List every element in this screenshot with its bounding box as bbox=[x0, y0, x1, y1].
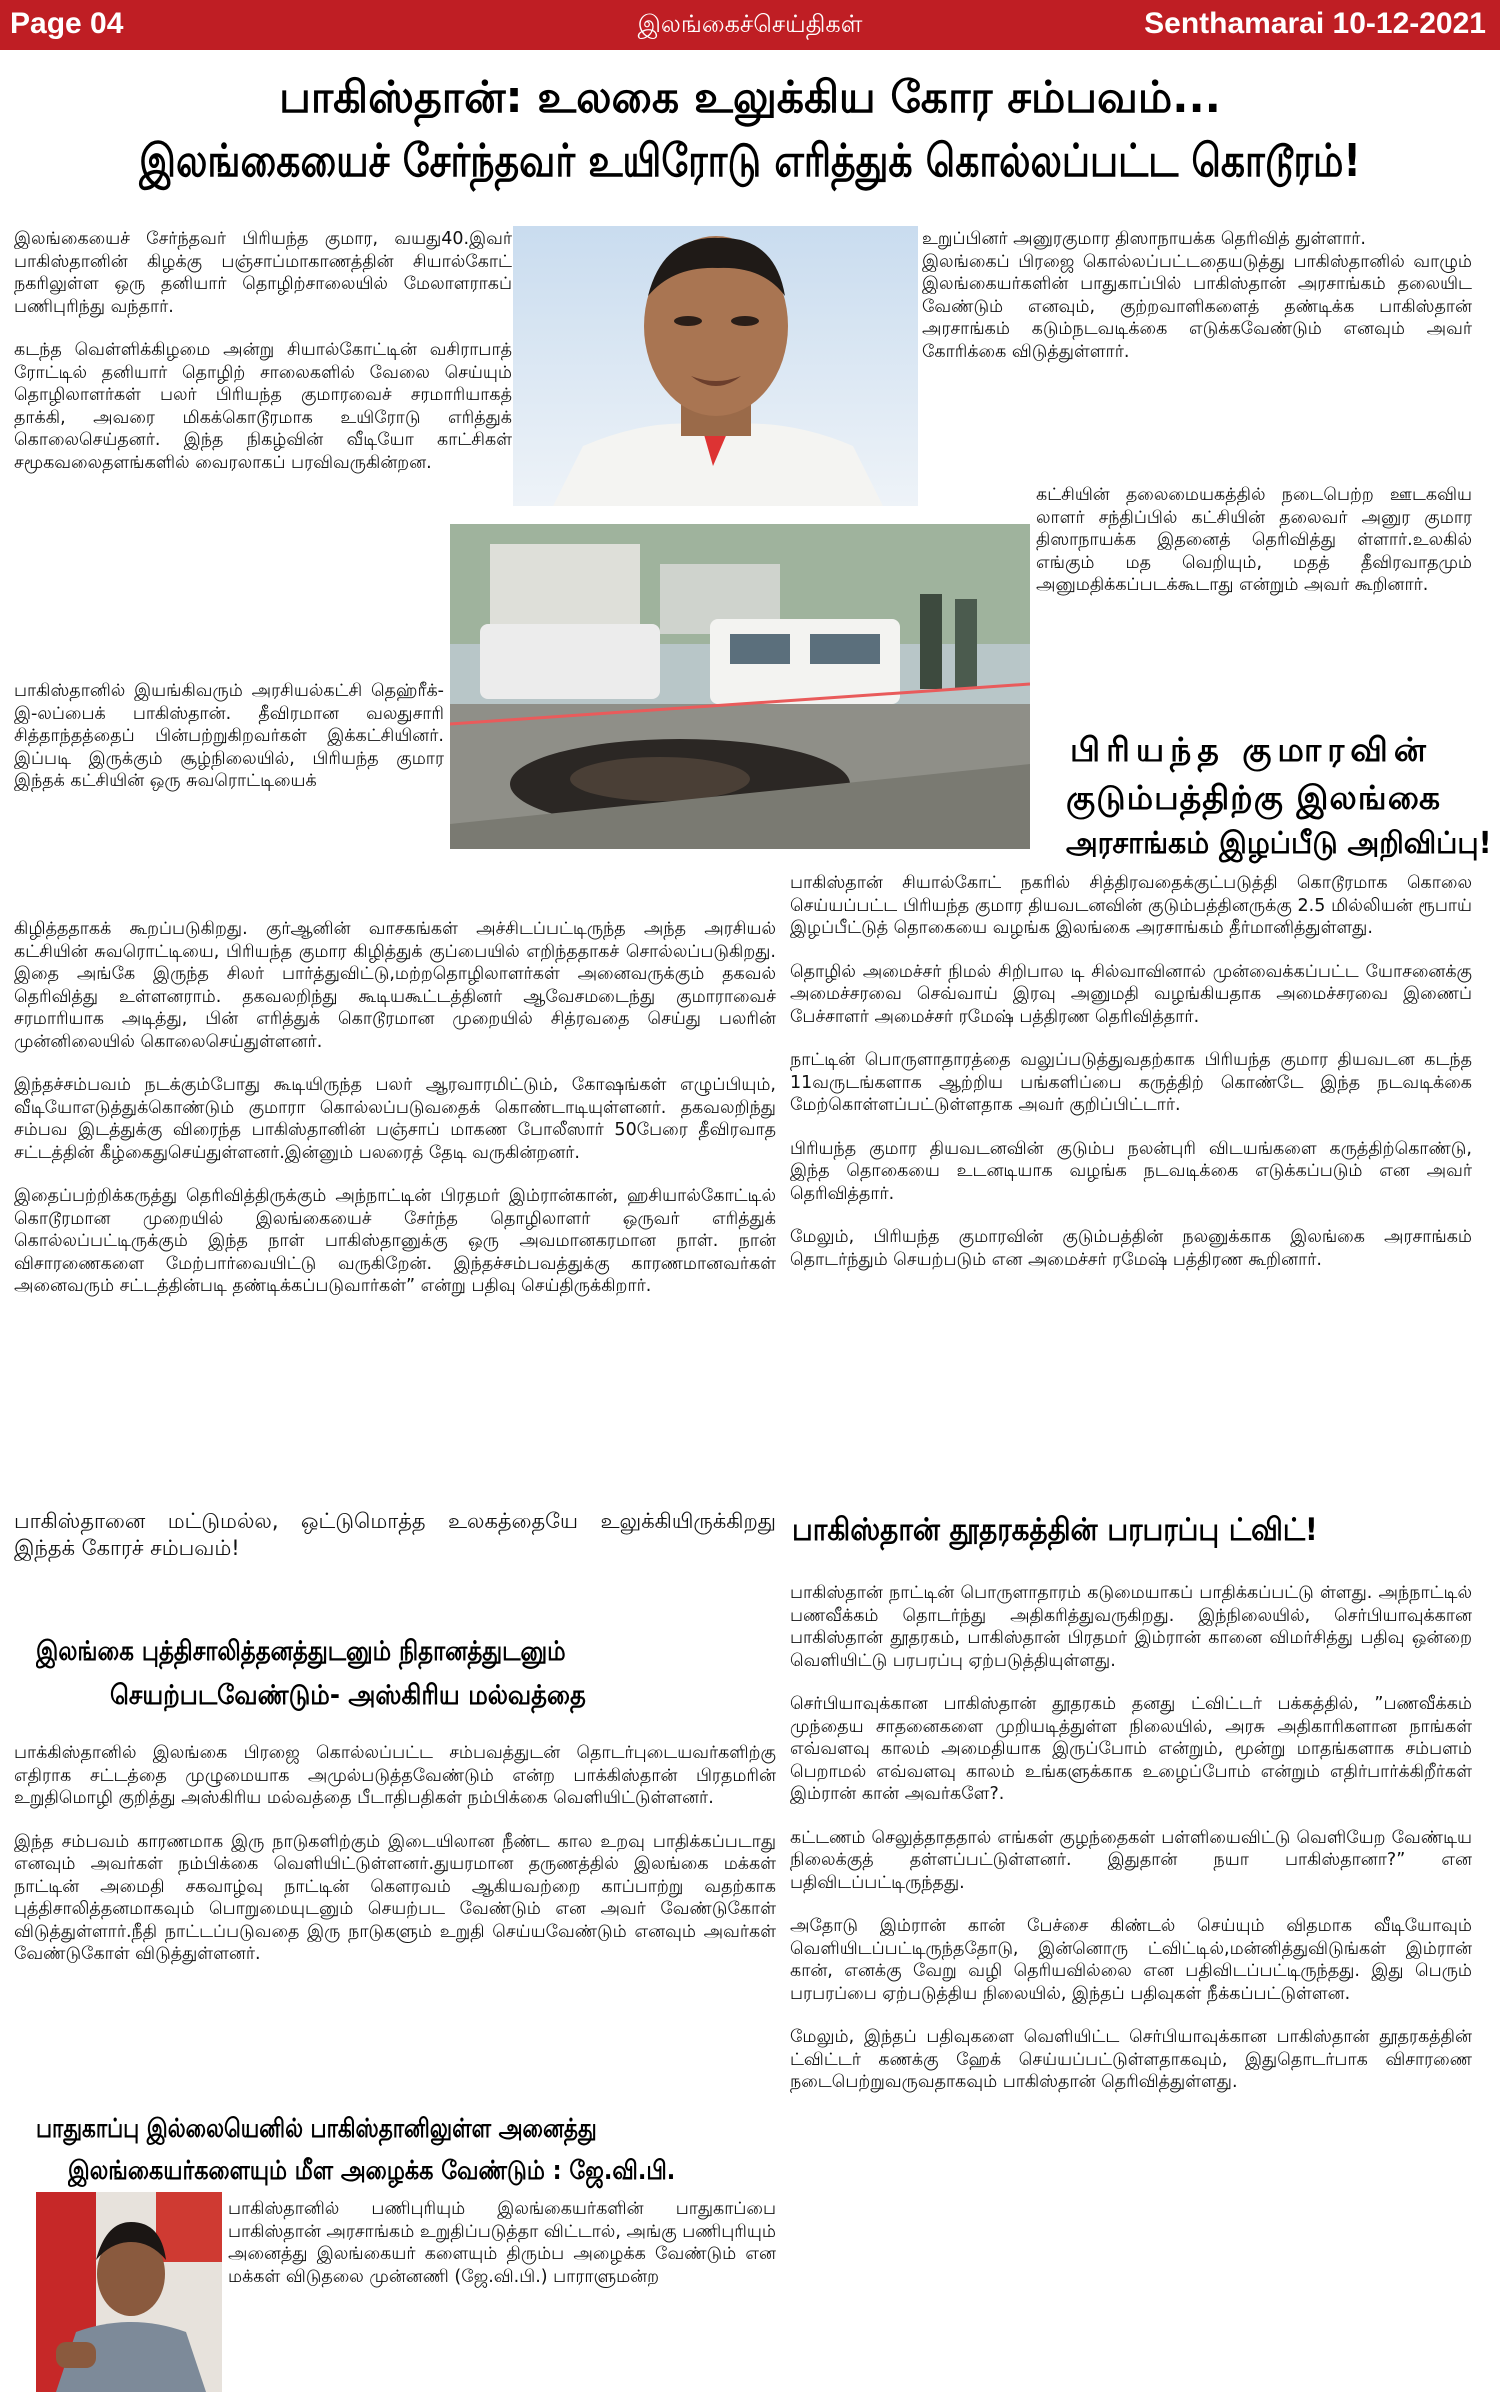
asgiriya-heading-2: செயற்படவேண்டும்- அஸ்கிரிய மல்வத்தை bbox=[110, 1680, 586, 1711]
portrait-photo bbox=[513, 226, 918, 506]
jvp-paragraph: பாகிஸ்தானில் பணிபுரியும் இலங்கையர்களின் பாதுகாப்பை பாகிஸ்தான் அரசாங்கம் உறுதிப்படுத்தா விட்டால், அங்கு பணிபுரியும் அனைத்து இலங்கையர் களையும் திரும்ப அழைக்க வேண்டும் என மக்கள் விடுதலை முன்னணி (ஜே.வி.பி.) பாராளுமன்ற bbox=[228, 2199, 776, 2287]
embassy-heading: பாகிஸ்தான் தூதரகத்தின் பரபரப்பு ட்விட்! bbox=[792, 1512, 1318, 1548]
main-story-closing bbox=[14, 1508, 776, 1562]
main-story-left-bottom bbox=[14, 918, 776, 1298]
compensation-paragraph: மேலும், பிரியந்த குமாரவின் குடும்பத்தின் நலனுக்காக இலங்கை அரசாங்கம் தொடர்ந்தும் செயற்படும் என அமைச்சர் ரமேஷ் பத்திரண கூறினார். bbox=[790, 1227, 1472, 1270]
embassy-body bbox=[790, 1582, 1472, 2094]
compensation-paragraph: பாகிஸ்தான் சியால்கோட் நகரில் சித்திரவதைக்குட்படுத்தி கொடூரமாக கொலை செய்யப்பட்ட பிரியந்த குமார தியவடனவின் குடும்பத்தினருக்கு 2.5 மில்லியன் ரூபாய் இழப்பீட்டுத் தொகையை வழங்க இலங்கை அரசாங்கம் தீர்மானித்துள்ளது. bbox=[790, 873, 1472, 938]
main-story-left-mid bbox=[14, 680, 444, 793]
embassy-paragraph: மேலும், இந்தப் பதிவுகளை வெளியிட்ட செர்பியாவுக்கான பாகிஸ்தான் தூதரகத்தின் ட்விட்டர் கணக்கு ஹேக் செய்யப்பட்டுள்ளதாகவும், இதுதொடர்பாக விசாரணை நடைபெற்றுவருவதாகவும் பாகிஸ்தான் தெரிவித்துள்ளது. bbox=[790, 2027, 1472, 2092]
compensation-paragraph: தொழில் அமைச்சர் நிமல் சிறிபால டி சில்வாவினால் முன்வைக்கப்பட்ட யோசனைக்கு அமைச்சரவை செவ்வாய் இரவு அனுமதி வழங்கியதாக அமைச்சரவை இணைப் பேச்சாளர் அமைச்சர் ரமேஷ் பத்திரண தெரிவித்தார். bbox=[790, 961, 1472, 1027]
page-header-bar bbox=[0, 0, 1500, 50]
asgiriya-paragraph: பாக்கிஸ்தானில் இலங்கை பிரஜை கொல்லப்பட்ட சம்பவத்துடன் தொடர்புடையவர்களிற்கு எதிராக சட்டத்தை முழுமையாக அமுல்படுத்தவேண்டும் என்ற பாக்கிஸ்தான் பிரதமரின் உறுதிமொழி குறித்து அஸ்கிரிய மல்வத்தை பீடாதிபதிகள் நம்பிக்கை வெளியிட்டுள்ளனர். bbox=[14, 1743, 776, 1808]
main-paragraph: பாகிஸ்தானில் இயங்கிவரும் அரசியல்கட்சி தெஹ்ரீக்-இ-லப்பைக் பாகிஸ்தான். தீவிரமான வலதுசாரி சித்தாந்தத்தைப் பின்பற்றுகிறவர்கள் இக்கட்சியினர். இப்படி இருக்கும் சூழ்நிலையில், பிரியந்த குமார இந்தக் கட்சியின் ஒரு சுவரொட்டியைக் bbox=[14, 681, 444, 791]
page-number: Page 04 bbox=[10, 7, 124, 40]
headline-line2: இலங்கையைச் சேர்ந்தவர் உயிரோடு எரித்துக் கொல்லப்பட்ட கொடூரம்! bbox=[139, 134, 1361, 187]
compensation-paragraph: நாட்டின் பொருளாதாரத்தை வலுப்படுத்துவதற்காக பிரியந்த குமார தியவடன கடந்த 11வருடங்களாக ஆற்றிய பங்களிப்பை கருத்திற் கொண்டே இந்த நடவடிக்கை மேற்கொள்ளப்பட்டுள்ளதாக அவர் குறிப்பிட்டார். bbox=[790, 1050, 1472, 1115]
main-paragraph: உறுப்பினர் அனுரகுமார திஸாநாயக்க தெரிவித் துள்ளார். bbox=[922, 229, 1366, 249]
main-paragraph: கிழித்ததாகக் கூறப்படுகிறது. குர்ஆனின் வாசகங்கள் அச்சிடப்பட்டிருந்த அந்த அரசியல் கட்சியின் சுவரொட்டியை, பிரியந்த குமார கிழித்துக் குப்பையில் எறிந்ததாகச் சொல்லப்படுகிறது. இதை அங்கே இருந்த சிலர் பார்த்துவிட்டு,மற்றதொழிலாளர்கள் அனைவருக்கும் தகவல் தெரிவித்து உள்ளனராம். தகவலறிந்து கூடியகூட்டத்தினர் ஆவேசமடைந்து குமாராவைச் சரமாரியாக அடித்து, பின் எரித்துக் கொடூரமான முறையில் சித்ரவதை செய்து பலரின் முன்னிலையில் கொலைசெய்துள்ளனர். bbox=[14, 919, 776, 1052]
headline-line1: பாகிஸ்தான்: உலகை உலுக்கிய கோர சம்பவம்... bbox=[279, 72, 1221, 123]
compensation-heading-3: அரசாங்கம் இழப்பீடு அறிவிப்பு! bbox=[1066, 826, 1492, 861]
compensation-heading-1: பிரியந்த குமாரவின் bbox=[1070, 730, 1432, 769]
main-story-right-top bbox=[922, 228, 1472, 363]
closing-paragraph: பாகிஸ்தானை மட்டுமல்ல, ஒட்டுமொத்த உலகத்தையே உலுக்கியிருக்கிறது இந்தக் கோரச் சம்பவம்! bbox=[14, 1509, 776, 1560]
embassy-paragraph: பாகிஸ்தான் நாட்டின் பொருளாதாரம் கடுமையாகப் பாதிக்கப்பட்டு ள்ளது. அந்நாட்டில் பணவீக்கம் தொடர்ந்து அதிகரித்துவருகிறது. இந்நிலையில், செர்பியாவுக்கான பாகிஸ்தான் தூதரகம், பாகிஸ்தான் பிரதமர் இம்ரான் கானை விமர்சித்து பதிவு ஒன்றை வெளியிட்டு பரபரப்பு ஏற்படுத்தியுள்ளது. bbox=[790, 1583, 1472, 1671]
compensation-heading-2: குடும்பத்திற்கு இலங்கை bbox=[1066, 778, 1442, 817]
asgiriya-heading-1: இலங்கை புத்திசாலித்தனத்துடனும் நிதானத்துடனும் bbox=[36, 1636, 566, 1667]
embassy-paragraph: செர்பியாவுக்கான பாகிஸ்தான் தூதரகம் தனது ட்விட்டர் பக்கத்தில், ”பணவீக்கம் முந்தைய சாதனைகளை முறியடித்துள்ள நிலையில், அரசு அதிகாரிகளான நாங்கள் எவ்வளவு காலம் அமைதியாக இருப்போம் என்றும், மூன்று மாதங்களாக சம்பளம் பெறாமல் எவ்வளவு காலம் உங்களுக்காக உழைப்போம் என்றும் எதிர்பார்க்கிறீர்கள் இம்ரான் கான் அவர்களே?. bbox=[790, 1694, 1472, 1804]
compensation-body bbox=[790, 872, 1472, 1271]
jvp-heading-2: இலங்கையர்களையும் மீள அழைக்க வேண்டும் : ஜே.வி.பி. bbox=[68, 2156, 676, 2186]
paper-name-date: Senthamarai 10-12-2021 bbox=[1144, 7, 1486, 40]
main-paragraph: இலங்கைப் பிரஜை கொல்லப்பட்டதையடுத்து பாகிஸ்தானில் வாழும் இலங்கையர்களின் பாதுகாப்பில் பாகிஸ்தான் அரசாங்கம் தலையிட வேண்டும் எனவும், குற்றவாளிகளைத் தண்டிக்க பாகிஸ்தான் அரசாங்கம் கடும்நடவடிக்கை எடுக்கவேண்டும் எனவும் அவர் கோரிக்கை விடுத்துள்ளார். bbox=[922, 251, 1472, 362]
crime-scene-image bbox=[450, 524, 1030, 849]
main-paragraph: இலங்கையைச் சேர்ந்தவர் பிரியந்த குமார, வயது40.இவர் பாகிஸ்தானின் கிழக்கு பஞ்சாப்மாகாணத்தின் சியால்கோட் நகரிலுள்ள ஒரு தனியார் தொழிற்சாலையில் மேலாளராகப் பணிபுரிந்து வந்தார். bbox=[14, 229, 512, 317]
section-title: இலங்கைச்செய்திகள் bbox=[637, 10, 863, 38]
crime-scene-photo bbox=[450, 524, 1030, 849]
jvp-heading-1: பாதுகாப்பு இல்லையெனில் பாகிஸ்தானிலுள்ள அனைத்து bbox=[36, 2114, 597, 2144]
jvp-body bbox=[228, 2198, 776, 2288]
portrait-image bbox=[513, 226, 918, 506]
main-story-right-mid bbox=[1036, 484, 1472, 597]
main-paragraph: இதைப்பற்றிக்கருத்து தெரிவித்திருக்கும் அந்நாட்டின் பிரதமர் இம்ரான்கான், ஹசியால்கோட்டில் கொடூரமான முறையில் இலங்கையைச் சேர்ந்த தொழிலாளர் ஒருவர் எரித்துக் கொல்லப்பட்டிருக்கும் இந்த நாள் பாகிஸ்தானுக்கு ஒரு அவமானகரமான நாள். நான் விசாரணைகளை மேற்பார்வையிட்டு வருகிறேன். இந்தச்சம்பவத்துக்கு காரணமானவர்கள் அனைவரும் சட்டத்தின்படி தண்டிக்கப்படுவார்கள்” என்று பதிவு செய்திருக்கிறார். bbox=[14, 1186, 776, 1296]
jvp-leader-photo bbox=[36, 2192, 222, 2392]
main-paragraph: இந்தச்சம்பவம் நடக்கும்போது கூடியிருந்த பலர் ஆரவாரமிட்டும், கோஷங்கள் எழுப்பியும், வீடியோஎடுத்துக்கொண்டும் குமாரா கொல்லப்படுவதைக் கொண்டாடியுள்ளனர். தகவலறிந்து சம்பவ இடத்துக்கு விரைந்த பாகிஸ்தானின் பஞ்சாப் மாகண போலீஸார் 50பேரை தீவிரவாத சட்டத்தின் கீழ்கைதுசெய்துள்ளனர்.இன்னும் பலரைத் தேடி வருகின்றனர். bbox=[14, 1075, 776, 1163]
asgiriya-paragraph: இந்த சம்பவம் காரணமாக இரு நாடுகளிற்கும் இடையிலான நீண்ட கால உறவு பாதிக்கப்படாது எனவும் அவர்கள் நம்பிக்கை வெளியிட்டுள்ளனர்.துயரமான தருணத்தில் இலங்கை மக்கள் நாட்டின் அமைதி சகவாழ்வு நாட்டின் கௌரவம் ஆகியவற்றை காப்பாற்று வதற்காக புத்திசாலித்தனமாகவும் பொறுமையுடனும் செயற்பட வேண்டும் என அவர் வேண்டுகோள் விடுத்துள்ளார்.நீதி நாட்டப்படுவதை இரு நாடுகளும் உறுதி செய்யவேண்டும் எனவும் அவர்கள் வேண்டுகோள் விடுத்துள்ளனர். bbox=[14, 1831, 776, 1964]
compensation-paragraph: பிரியந்த குமார தியவடனவின் குடும்ப நலன்புரி விடயங்களை கருத்திற்கொண்டு, இந்த தொகையை உடனடியாக வழங்க நடவடிக்கை எடுக்கப்படும் என அவர் தெரிவித்தார். bbox=[790, 1138, 1472, 1204]
embassy-paragraph: அதோடு இம்ரான் கான் பேச்சை கிண்டல் செய்யும் விதமாக வீடியோவும் வெளியிடப்பட்டிருந்ததோடு, இன்னொரு ட்விட்டில்,மன்னித்துவிடுங்கள் இம்ரான் கான், எனக்கு வேறு வழி தெரியவில்லை என பதிவிடப்பட்டிருந்தது. இது பெரும் பரபரப்பை ஏற்படுத்திய நிலையில், இந்தப் பதிவுகள் நீக்கப்பட்டுள்ளன. bbox=[790, 1916, 1472, 2004]
main-paragraph: கட்சியின் தலைமையகத்தில் நடைபெற்ற ஊடகவிய லாளர் சந்திப்பில் கட்சியின் தலைவர் அனுர குமார திஸாநாயக்க இதனைத் தெரிவித்து ள்ளார்.உலகில் எங்கும் மத வெறியும், மதத் தீவிரவாதமும் அனுமதிக்கப்படக்கூடாது என்றும் அவர் கூறினார். bbox=[1036, 485, 1472, 595]
jvp-leader-image bbox=[36, 2192, 222, 2392]
asgiriya-body bbox=[14, 1742, 776, 1966]
embassy-paragraph: கட்டணம் செலுத்தாததால் எங்கள் குழந்தைகள் பள்ளியைவிட்டு வெளியேற வேண்டிய நிலைக்குத் தள்ளப்பட்டுள்ளனர். இதுதான் நயா பாகிஸ்தானா?” என பதிவிடப்பட்டிருந்தது. bbox=[790, 1827, 1472, 1893]
main-paragraph: கடந்த வெள்ளிக்கிழமை அன்று சியால்கோட்டின் வசிராபாத் ரோட்டில் தனியார் தொழிற் சாலைகளில் வேலை செய்யும் தொழிலாளர்கள் பலர் பிரியந்த குமாரவைச் சரமாரியாகத் தாக்கி, அவரை மிகக்கொடூரமாக உயிரோடு எரித்துக் கொலைசெய்தனர். இந்த நிகழ்வின் வீடியோ காட்சிகள் சமூகவலைதளங்களில் வைரலாகப் பரவிவருகின்றன. bbox=[14, 340, 512, 473]
main-story-left-top bbox=[14, 228, 512, 474]
